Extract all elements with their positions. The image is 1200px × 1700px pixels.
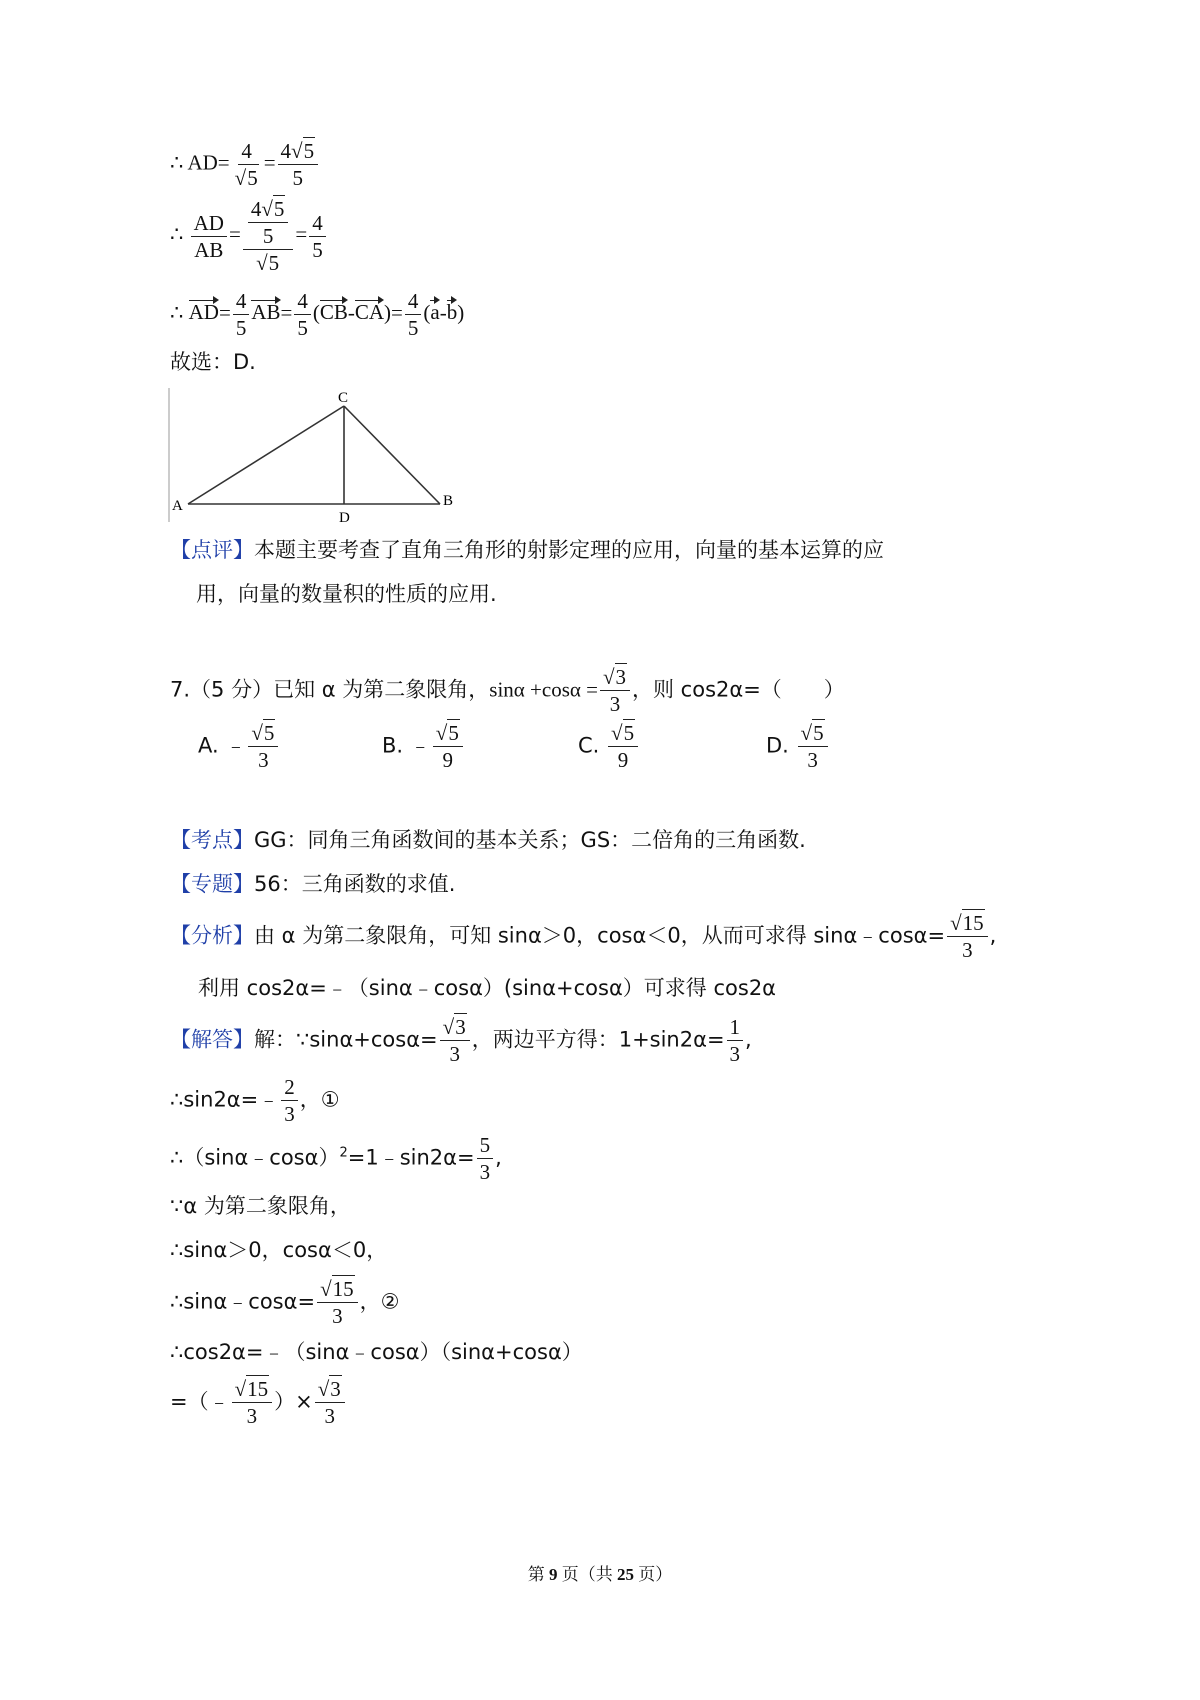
jieda-mid: ，两边平方得：1+sin2α=	[471, 1027, 725, 1052]
kaodian-line	[170, 830, 806, 851]
option-c[interactable]	[578, 722, 640, 771]
option-fraction	[798, 722, 828, 771]
step-quadrant: ∵α 为第二象限角，	[170, 1194, 351, 1218]
radicand: 5	[268, 251, 280, 276]
step-fraction	[281, 1076, 298, 1125]
option-b[interactable]	[382, 722, 465, 771]
minus: -	[347, 300, 355, 325]
question-7-stem	[170, 666, 845, 715]
therefore-symbol: ∴	[170, 300, 184, 325]
numerator	[243, 198, 294, 250]
vector-ab: AB	[251, 300, 281, 325]
denominator: 9	[442, 748, 454, 773]
vector-ca: CA	[354, 300, 385, 325]
footer-text: 第	[527, 1565, 549, 1584]
coef: 4	[280, 139, 292, 163]
numerator: √15	[232, 1378, 273, 1403]
jieda-tag: 【解答】	[170, 1027, 254, 1052]
numerator: 2	[281, 1076, 298, 1101]
radicand: 3	[615, 665, 626, 689]
kaodian-tag: 【考点】	[170, 828, 254, 852]
label-d: D	[339, 510, 350, 526]
step-signs: ∴sinα＞0，cosα＜0，	[170, 1238, 388, 1262]
stem-tail: ，则 cos2α=（ ）	[632, 677, 845, 702]
ad-label: AD=	[187, 150, 230, 175]
option-sign: ﹣	[409, 733, 431, 758]
numerator: √3	[315, 1378, 345, 1403]
step-square	[170, 1134, 502, 1183]
footer-text: 页）	[634, 1565, 673, 1584]
radicand: 5	[448, 721, 459, 745]
option-d[interactable]	[766, 722, 830, 771]
radicand: 5	[813, 721, 824, 745]
comment-line-1	[170, 540, 884, 561]
step-mid: ）×	[274, 1389, 313, 1414]
paren: (	[312, 300, 320, 325]
fraction-4-over-5	[309, 212, 326, 261]
comment-line-2: 用，向量的数量积的性质的应用.	[196, 582, 497, 606]
numerator: √5	[798, 722, 828, 747]
option-a[interactable]	[198, 722, 280, 771]
option-fraction	[433, 722, 463, 771]
denominator: 3	[284, 1102, 295, 1127]
stem-fraction	[600, 666, 630, 715]
numerator: 4	[405, 290, 422, 315]
denominator: 3	[729, 1042, 741, 1067]
vector-b: b	[446, 300, 458, 325]
page-footer	[0, 1560, 1200, 1585]
label-b: B	[443, 493, 454, 509]
total-pages: 25	[617, 1565, 634, 1584]
inner-denominator: 5	[262, 224, 274, 249]
jieda-tail: ,	[745, 1027, 752, 1052]
footer-text: 页（共	[557, 1565, 617, 1584]
jieda-fraction-2	[727, 1016, 744, 1065]
kaodian-text: GG：同角三角函数间的基本关系；GS：二倍角的三角函数.	[254, 828, 806, 852]
step-tail: ,	[495, 1145, 502, 1170]
step-text: ∴sin2α=﹣	[170, 1087, 280, 1112]
option-label: C.	[578, 733, 600, 758]
step-fraction-1	[232, 1378, 273, 1427]
step-text: =（﹣	[170, 1389, 230, 1414]
segment-cb	[344, 406, 440, 504]
radicand: 5	[273, 197, 285, 221]
step-text: ∴（sinα﹣cosα）	[170, 1145, 340, 1170]
label-a: A	[172, 498, 183, 514]
step-fraction	[477, 1134, 494, 1183]
denominator: 5	[292, 166, 304, 191]
answer-line: 故选：D.	[170, 350, 256, 374]
step-vector	[170, 290, 464, 339]
step-product	[170, 1378, 347, 1427]
stem-formula: sinα +cosα =	[489, 677, 598, 702]
inner-fraction	[248, 198, 289, 247]
step-ad-value	[170, 140, 320, 189]
denominator: 5	[235, 316, 247, 341]
radicand: 3	[330, 1377, 341, 1401]
vector-ad: AD	[188, 300, 219, 325]
comment-text: 本题主要考查了直角三角形的射影定理的应用，向量的基本运算的应	[254, 538, 884, 562]
denominator: 3	[258, 748, 269, 773]
segment-ac	[188, 406, 344, 504]
fenxi-tag: 【分析】	[170, 923, 254, 948]
denominator: 3	[449, 1042, 460, 1067]
numerator: √15	[947, 912, 988, 937]
step-tail: ，②	[359, 1289, 400, 1314]
triangle-figure	[168, 388, 468, 528]
fraction-4-5	[405, 290, 422, 339]
option-label: D.	[766, 733, 789, 758]
option-fraction	[248, 722, 278, 771]
paren: )	[457, 300, 465, 325]
radicand: 15	[247, 1377, 269, 1401]
zhuanti-tag: 【专题】	[170, 872, 254, 896]
zhuanti-text: 56：三角函数的求值.	[254, 872, 456, 896]
equals: =	[391, 300, 403, 325]
denominator: 5	[297, 316, 308, 341]
step-fraction	[317, 1278, 358, 1327]
step-sin2a	[170, 1076, 340, 1125]
jieda-text: 解：∵sinα+cosα=	[254, 1027, 438, 1052]
denominator: √5	[234, 166, 258, 191]
step-difference	[170, 1278, 399, 1327]
numerator: 4	[294, 290, 311, 315]
therefore-symbol: ∴	[170, 150, 184, 175]
denominator: 5	[312, 237, 323, 262]
numerator: 1	[727, 1016, 744, 1041]
compound-fraction	[243, 198, 294, 274]
denominator: 3	[479, 1160, 491, 1185]
numerator: 5	[477, 1134, 494, 1159]
numerator: 4	[238, 140, 255, 165]
numerator: √15	[317, 1278, 358, 1303]
vector-cb: CB	[319, 300, 348, 325]
radicand: 5	[247, 166, 258, 191]
option-sign: ﹣	[225, 733, 247, 758]
equals: =	[228, 221, 241, 246]
fenxi-text: 由 α 为第二象限角，可知 sinα＞0，cosα＜0，从而可求得 sinα﹣cosα=	[254, 923, 946, 948]
numerator: 4	[309, 212, 326, 237]
option-label: B.	[382, 733, 404, 758]
radicand: 5	[263, 721, 275, 745]
fenxi-line-2: 利用 cos2α=﹣（sinα﹣cosα）(sinα+cosα）可求得 cos2α	[198, 976, 777, 1000]
step-fraction-2	[315, 1378, 345, 1427]
radicand: 15	[962, 911, 984, 935]
numerator: AD	[191, 212, 227, 237]
comment-tag: 【点评】	[170, 538, 254, 562]
exponent: 2	[339, 1145, 348, 1161]
fraction-4sqrt5-over-5	[278, 140, 319, 189]
step-text: ∴sinα﹣cosα=	[170, 1289, 316, 1314]
denominator: AB	[194, 237, 224, 262]
step-ratio	[170, 198, 328, 274]
numerator: √5	[433, 722, 463, 747]
equals: =	[280, 300, 293, 325]
denominator: √5	[256, 251, 280, 276]
inner-numerator: 4√5	[248, 198, 289, 223]
fraction-4-5	[233, 290, 250, 339]
radicand: 5	[303, 139, 315, 163]
zhuanti-line	[170, 874, 455, 895]
fenxi-line-1	[170, 912, 996, 961]
vector-a: a	[430, 300, 440, 325]
denominator: 3	[324, 1404, 336, 1429]
denominator: 9	[617, 748, 629, 773]
numerator: √3	[440, 1016, 470, 1041]
denominator: 3	[246, 1404, 258, 1429]
option-label: A.	[198, 733, 219, 758]
paren: )	[384, 300, 392, 325]
numerator: √5	[608, 722, 638, 747]
option-fraction	[608, 722, 638, 771]
equals: =	[218, 300, 231, 325]
step-cos2a: ∴cos2α=﹣（sinα﹣cosα）（sinα+cosα）	[170, 1340, 583, 1364]
label-c: C	[338, 390, 349, 406]
denominator: 3	[807, 748, 818, 773]
fenxi-tail: ,	[989, 923, 997, 948]
radicand: 3	[455, 1015, 466, 1039]
jieda-fraction-1	[440, 1016, 470, 1065]
step-tail: ，①	[299, 1087, 340, 1112]
fenxi-fraction	[947, 912, 988, 961]
jieda-line	[170, 1016, 752, 1065]
numerator: √5	[248, 722, 278, 747]
coef: 4	[250, 197, 262, 221]
numerator: 4	[233, 290, 250, 315]
equals: =	[295, 221, 308, 246]
denominator: 3	[332, 1304, 343, 1329]
step-mid: =1﹣sin2α=	[347, 1145, 475, 1170]
stem-text: 7.（5 分）已知 α 为第二象限角，	[170, 677, 490, 702]
radicand: 5	[623, 721, 635, 745]
denominator: 5	[407, 316, 419, 341]
numerator: 4√5	[278, 140, 319, 165]
numerator: √3	[600, 666, 630, 691]
fraction-4-5	[294, 290, 311, 339]
denominator: 3	[609, 692, 621, 717]
paren: (	[423, 300, 431, 325]
page-number: 9	[549, 1565, 558, 1584]
therefore-symbol: ∴	[170, 221, 184, 246]
equals: =	[263, 150, 276, 175]
minus: -	[439, 300, 447, 325]
radicand: 15	[332, 1277, 354, 1301]
fraction-4-over-sqrt5	[232, 140, 262, 189]
denominator: 3	[962, 938, 973, 963]
fraction-ad-over-ab	[191, 212, 227, 261]
